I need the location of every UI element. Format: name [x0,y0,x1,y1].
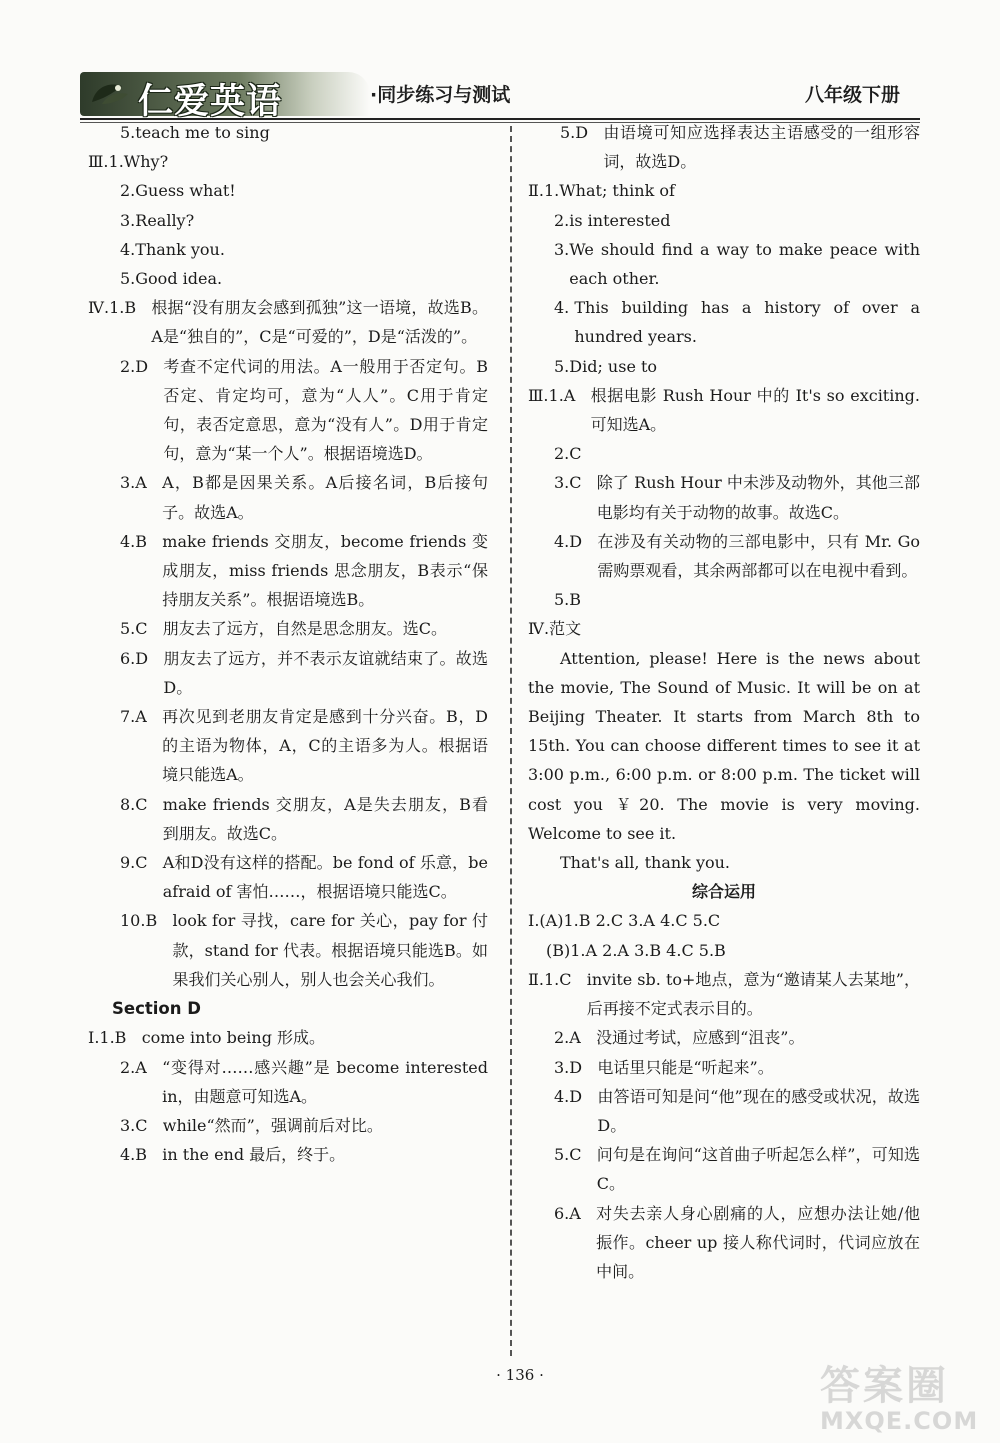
leaf-logo-icon [88,78,132,110]
answer-number: 2.A [554,1028,597,1048]
answer-number: 4. [120,239,136,259]
answer-text: 对失去亲人身心剧痛的人，应想办法让她/他振作。cheer up 接人称代词时，代词应放在中间。 [596,1203,920,1281]
watermark-url: MXQE.COM [820,1407,979,1435]
answer-number: 4. [554,298,575,318]
answer-item [88,235,488,264]
answer-number: Ⅱ.1.C [528,969,587,989]
answer-number: 3. [554,239,570,259]
zonghe-answer-list [528,906,920,1286]
answer-number: 5.D [560,123,604,142]
section-d-heading: Section D [112,999,201,1019]
answer-text: A和D没有这样的搭配。be fond of 乐意，be afraid of 害怕……，根据语境只能选C。 [162,853,488,902]
book-subtitle: ·同步练习与测试 [370,84,511,106]
answer-text: 再次见到老朋友肯定是感到十分兴奋。B，D的主语为物体，A，C的主语多为人。根据语境只能选A。 [162,707,488,785]
answer-number: 10.B [120,911,173,931]
answer-item [88,468,488,526]
answer-text: What; think of [559,181,675,201]
right-answer-list [528,118,920,644]
answer-number: Ⅱ.1. [528,181,560,201]
answer-item [88,118,488,147]
watermark-text: 答案圈 [820,1363,949,1409]
answer-item [528,906,920,935]
answer-number: 5.B [554,590,582,610]
answer-number: 6.A [554,1203,597,1223]
answer-text: make friends 交朋友，become friends 变成朋友，miss friends 思念朋友，B表示“保持朋友关系”。根据语境选B。 [162,531,488,610]
answer-text: Guess what! [135,181,236,201]
answer-number: 8.C [120,794,163,814]
answer-text: Good idea. [135,269,223,289]
answer-number: Ⅰ.(A) [528,911,564,931]
answer-number: 2. [120,181,136,201]
answer-text: 1.A 2.A 3.B 4.C 5.B [570,940,726,960]
answer-item [528,614,920,643]
answer-text: in the end 最后，终于。 [162,1145,346,1165]
answer-item [528,1023,920,1052]
answer-number: Ⅳ.1.B [88,298,152,318]
answer-item [88,644,488,702]
left-answer-list [88,118,488,994]
answer-item [88,790,488,848]
left-column [88,118,488,1169]
answer-number: 2.C [554,444,582,464]
answer-text: 范文 [549,619,582,639]
answer-text: is interested [569,210,671,230]
section-d-answer-list [88,1023,488,1169]
answer-text: 没通过考试，应感到“沮丧”。 [596,1028,805,1048]
answer-number: Ⅲ.1.A [528,385,591,405]
watermark [820,1363,990,1433]
answer-item [88,206,488,235]
answer-item [528,1082,920,1140]
answer-item [88,906,488,994]
answer-text: 1.B 2.C 3.A 4.C 5.C [563,911,721,931]
answer-text: teach me to sing [135,123,270,142]
answer-item [88,1111,488,1140]
answer-text: 问句是在询问“这首曲子听起怎么样”，可知选C。 [596,1145,920,1194]
answer-text: Really? [135,210,195,230]
answer-number: 5. [120,123,136,142]
answer-item [528,936,920,965]
answer-text: “变得对……感兴趣”是 become interested in，由题意可知选A。 [162,1057,488,1106]
answer-number: 4.B [120,531,163,551]
logo-banner [80,72,370,122]
answer-number: 6.D [120,648,164,668]
answer-number: 5. [554,356,570,376]
brand-title: 仁爱英语 [138,82,283,122]
answer-text: make friends 交朋友，A是失去朋友，B看到朋友。故选C。 [162,794,488,843]
answer-item [88,848,488,906]
grade-label: 八年级下册 [804,84,900,106]
answer-number: 3.C [120,1115,163,1135]
answer-text: look for 寻找，care for 关心，pay for 付款，stand for 代表。根据语境只能选B。如果我们关心别人，别人也会关心我们。 [172,911,488,989]
answer-number: Ⅰ.1.B [88,1028,142,1048]
answer-item [528,439,920,468]
page-number: · 136 · [496,1366,544,1384]
answer-number: 5.C [120,619,163,639]
answer-number: 3.D [554,1057,598,1077]
answer-text: invite sb. to+地点，意为“邀请某人去某地”，后再接不定式表示目的。 [586,969,920,1019]
answer-item [88,1140,488,1169]
answer-text: 除了 Rush Hour 中未涉及动物外，其他三部电影均有关于动物的故事。故选C。 [596,473,920,522]
answer-number: 2. [554,210,570,230]
answer-item [528,352,920,381]
answer-text: 电话里只能是“听起来”。 [597,1057,774,1077]
answer-item [528,1199,920,1287]
answer-text: 朋友去了远方，并不表示友谊就结束了。故选D。 [163,648,488,697]
model-essay: Attention, please! Here is the news about the movie, The Sound of Music. It will be on at Beijing Theater. It starts from March 8th to 15th. You can choose different times to see it at 3:00 p.m., 6:00 p.m. or 8:00 p.m. The ticket will cost you ￥20. The movie is very moving. Welcome to see it. [528,648,920,843]
answer-item [528,381,920,439]
answer-item [88,176,488,205]
answer-text: 由语境可知应选择表达主语感受的一组形容词，故选D。 [603,123,920,172]
answer-text: while“然而”，强调前后对比。 [162,1115,383,1135]
answer-item [88,1023,488,1052]
answer-number: 2.D [120,356,164,376]
answer-text: come into being 形成。 [141,1028,326,1048]
answer-text: 根据电影 Rush Hour 中的 It's so exciting. 可知选A。 [590,385,920,435]
model-essay-closing: That's all, thank you. [560,853,731,873]
answer-item [528,1053,920,1082]
zonghe-heading: 综合运用 [691,882,756,902]
answer-item [88,293,488,351]
answer-number: 5. [120,269,136,289]
answer-number: 4.B [120,1145,163,1165]
answer-item [528,206,920,235]
answer-item [528,118,920,176]
answer-number: 7.A [120,707,163,727]
answer-number: 3. [120,210,136,230]
answer-item [88,352,488,469]
answer-item [88,147,488,176]
answer-text: 根据“没有朋友会感到孤独”这一语境，故选B。A是“独自的”，C是“可爱的”，D是“活泼的”。 [151,298,488,347]
answer-item [88,1053,488,1111]
answer-text: 考查不定代词的用法。A一般用于否定句。B否定、肯定均可，意为“人人”。C用于肯定句，表否定意思，意为“没有人”。D用于肯定句，意为“某一个人”。根据语境选D。 [163,356,488,464]
answer-text: Did; use to [569,356,658,376]
answer-item [88,614,488,643]
answer-item [528,468,920,526]
answer-item [88,527,488,615]
answer-text: 朋友去了远方，自然是思念朋友。选C。 [162,619,448,639]
answer-number: (B) [546,940,571,960]
answer-item [88,264,488,293]
answer-text: A，B都是因果关系。A后接名词，B后接句子。故选A。 [162,473,488,522]
answer-text: 在涉及有关动物的三部电影中，只有 Mr. Go 需购票观看，其余两部都可以在电视中看到。 [597,531,920,581]
answer-number: 4.D [554,531,598,551]
answer-number: Ⅲ.1. [88,152,124,172]
column-divider [510,126,512,1356]
answer-number: 3.C [554,473,597,493]
page-header [80,70,920,120]
answer-text: Thank you. [135,239,225,259]
right-column [528,118,920,1286]
answer-item [528,293,920,351]
answer-text: Why? [123,152,169,172]
answer-item [528,585,920,614]
answer-number: Ⅳ. [528,619,550,639]
answer-number: 2.A [120,1057,163,1077]
answer-number: 3.A [120,473,163,493]
answer-text: This building has a history of over a hundred years. [574,298,920,347]
answer-number: 4.D [554,1086,598,1106]
answer-item [528,235,920,293]
answer-item [528,1140,920,1198]
answer-number: 5.C [554,1145,597,1165]
answer-item [88,702,488,790]
answer-text: We should find a way to make peace with each other. [569,239,920,289]
answer-number: 9.C [120,853,163,873]
answer-item [528,527,920,585]
answer-text: 由答语可知是问“他”现在的感受或状况，故选D。 [597,1086,920,1135]
answer-item [528,176,920,205]
answer-item [528,965,920,1023]
